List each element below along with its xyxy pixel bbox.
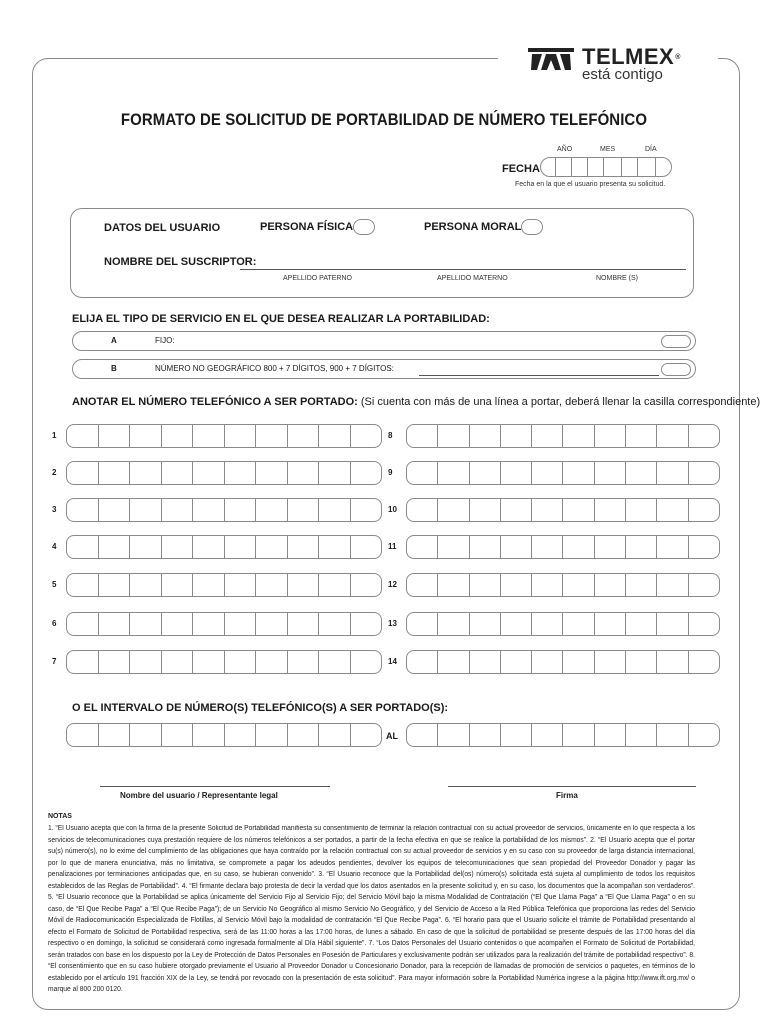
phone-number-field[interactable] <box>66 573 382 597</box>
row-number: 12 <box>388 580 397 589</box>
service-b-checkbox[interactable] <box>661 363 691 376</box>
brand-tagline: está contigo <box>582 66 663 83</box>
service-option-b[interactable] <box>72 359 696 379</box>
row-number: 2 <box>52 468 57 477</box>
notes-heading: NOTAS <box>48 813 72 820</box>
interval-from-field[interactable] <box>66 723 382 747</box>
interval-al-label: AL <box>386 731 398 741</box>
name-signature-line[interactable] <box>100 786 330 787</box>
phone-number-field[interactable] <box>66 612 382 636</box>
phone-number-field[interactable] <box>66 535 382 559</box>
interval-title: O EL INTERVALO DE NÚMERO(S) TELEFÓNICO(S) A SER PORTADO(S): <box>72 702 449 714</box>
form-title: FORMATO DE SOLICITUD DE PORTABILIDAD DE NÚMERO TELEFÓNICO <box>120 110 648 129</box>
row-number: 6 <box>52 619 57 628</box>
persona-fisica-label: PERSONA FÍSICA <box>260 221 354 233</box>
date-note: Fecha en la que el usuario presenta su solicitud. <box>515 181 666 188</box>
user-section-label: DATOS DEL USUARIO <box>104 222 221 234</box>
phone-number-field[interactable] <box>406 650 720 674</box>
phone-number-field[interactable] <box>66 424 382 448</box>
phone-number-field[interactable] <box>406 461 720 485</box>
numbers-title-bold: ANOTAR EL NÚMERO TELEFÓNICO A SER PORTADO: <box>72 396 358 408</box>
subscriber-label: NOMBRE DEL SUSCRIPTOR: <box>104 256 257 268</box>
row-number: 10 <box>388 505 397 514</box>
row-number: 11 <box>388 542 397 551</box>
numbers-title-rest: (Si cuenta con más de una línea a portar, deberá llenar la casilla correspondiente) <box>357 396 761 408</box>
apellido-paterno-label: APELLIDO PATERNO <box>283 275 352 282</box>
row-number: 8 <box>388 431 393 440</box>
name-signature-label: Nombre del usuario / Representante legal <box>120 791 278 800</box>
phone-number-field[interactable] <box>406 612 720 636</box>
phone-number-field[interactable] <box>66 498 382 522</box>
row-number: 1 <box>52 431 57 440</box>
service-option-a[interactable] <box>72 331 696 351</box>
service-letter: A <box>111 336 117 345</box>
service-a-checkbox[interactable] <box>661 335 691 348</box>
service-letter: B <box>111 364 117 373</box>
notes-text: 1. “El Usuario acepta que con la firma de la presente Solicitud de Portabilidad manifiesta su consentimiento de terminar la relación contractual con su actual proveedor de servicios, únicamente en lo que respecta a los servicios de telecomunicaciones cuya prestación requiere de los números telefónicos a ser portados, a partir de la fecha efectiva en que se realice la portabilidad de los mismos”. 2. “El Usuario acepta que el portar su(s) número(s), no lo exime del cumplimiento de las obligaciones que haya contraído por la relación contractual con su actual proveedor de servicios y en su caso con su proveedor de larga distancia internacional, por lo que de manera enunciativa, más no limitativa, se compromete a pagar los adeudos pendientes, devolver los equipos de telecomunicaciones que sean propiedad del Proveedor Donador y pagar las penalizaciones por terminaciones anticipadas que, en su caso, se hubieran convenido”. 3. “El Usuario reconoce que la Portabilidad del(os) número(s) solicitada está sujeta al cumplimiento de todos los requisitos establecidos de las Reglas de Portabilidad”. 4. “El firmante declara bajo protesta de decir la verdad que los datos asentados en la presente solicitud y, en su caso, los documentos que la acompañan son verdaderos”. 5. “El Usuario reconoce que la Portabilidad se aplica únicamente del Servicio Fijo al Servicio Fijo; del Servicio Móvil bajo la misma Modalidad de Contratación (“El Que Llama Paga” a “El Que Llama Paga” o en su caso, de “El Que Recibe Paga” a “El Que Recibe Paga”); de un Servicio No Geográfico al mismo Servicio No Geográfico, y del Servicio de Acceso a la Red Pública Telefónica que proporciona las redes del Servicio Móvil de Radiocomunicación Especializada de Flotillas, al Servicio Móvil bajo la modalidad de contratación “El Que Recibe Paga”. 6. “El horario para que el Usuario solicite el trámite de Portabilidad presentando al efecto el Formato de Solicitud de Portabilidad respectiva, será de las 11:00 horas a las 17:00 horas, de lunes a sábado. En caso de que la solicitud de portabilidad se presente después de las 17:00 horas del día respectivo o en domingo, la solicitud se considerará como ingresada formalmente al Día Hábil siguiente”. 7. “Los Datos Personales del Usuario contenidos o que acompañen el Formato de Solicitud de Portabilidad, serán tratados con base en los dispuesto por la Ley de Protección de Datos Personales en Posesión de Particulares y exclusivamente podrán ser utilizados para la realización del trámite de portabilidad respectivo”. 8. “El consentimiento que en su caso hubiere otorgado previamente el Usuario al Proveedor Donador u Concesionario Donador, para la recepción de llamadas de promoción de servicios o paquetes, en términos de lo establecido por el artículo 191 fracción XIX de la Ley, se tendrá por revocado con la presentación de esta solicitud”. Para mayor información sobre la Portabilidad Numérica ingrese a la página http://www.ift.org.mx/ o marque al 800 200 0120. <box>48 825 696 993</box>
phone-number-field[interactable] <box>406 535 720 559</box>
year-label: AÑO <box>557 146 573 153</box>
persona-moral-label: PERSONA MORAL <box>424 221 522 233</box>
row-number: 3 <box>52 505 57 514</box>
interval-to-field[interactable] <box>406 723 720 747</box>
firma-label: Firma <box>556 791 578 800</box>
row-number: 9 <box>388 468 393 477</box>
row-number: 4 <box>52 542 57 551</box>
service-b-input[interactable] <box>419 375 659 376</box>
telmex-mark-icon <box>528 46 574 72</box>
persona-fisica-checkbox[interactable] <box>353 219 375 235</box>
brand-name: TELMEX® <box>582 44 681 69</box>
month-label: MES <box>600 146 616 153</box>
firma-line[interactable] <box>448 786 696 787</box>
row-number: 13 <box>388 619 397 628</box>
subscriber-name-input[interactable] <box>240 269 686 270</box>
phone-number-field[interactable] <box>406 573 720 597</box>
nombre-label: NOMBRE (S) <box>596 275 638 282</box>
phone-number-field[interactable] <box>406 424 720 448</box>
phone-number-field[interactable] <box>406 498 720 522</box>
row-number: 7 <box>52 657 57 666</box>
service-label: NÚMERO NO GEOGRÁFICO 800 + 7 DÍGITOS, 900 + 7 DÍGITOS: <box>155 364 394 373</box>
service-title: ELIJA EL TIPO DE SERVICIO EN EL QUE DESEA REALIZAR LA PORTABILIDAD: <box>72 313 490 325</box>
telmex-logo <box>528 44 728 88</box>
date-field[interactable] <box>540 157 672 177</box>
service-label: FIJO: <box>155 336 175 345</box>
phone-number-field[interactable] <box>66 650 382 674</box>
date-label: FECHA <box>502 163 540 175</box>
persona-moral-checkbox[interactable] <box>521 219 543 235</box>
numbers-title <box>72 396 760 408</box>
phone-number-field[interactable] <box>66 461 382 485</box>
day-label: DÍA <box>645 146 657 153</box>
row-number: 5 <box>52 580 57 589</box>
row-number: 14 <box>388 657 397 666</box>
apellido-materno-label: APELLIDO MATERNO <box>437 275 508 282</box>
